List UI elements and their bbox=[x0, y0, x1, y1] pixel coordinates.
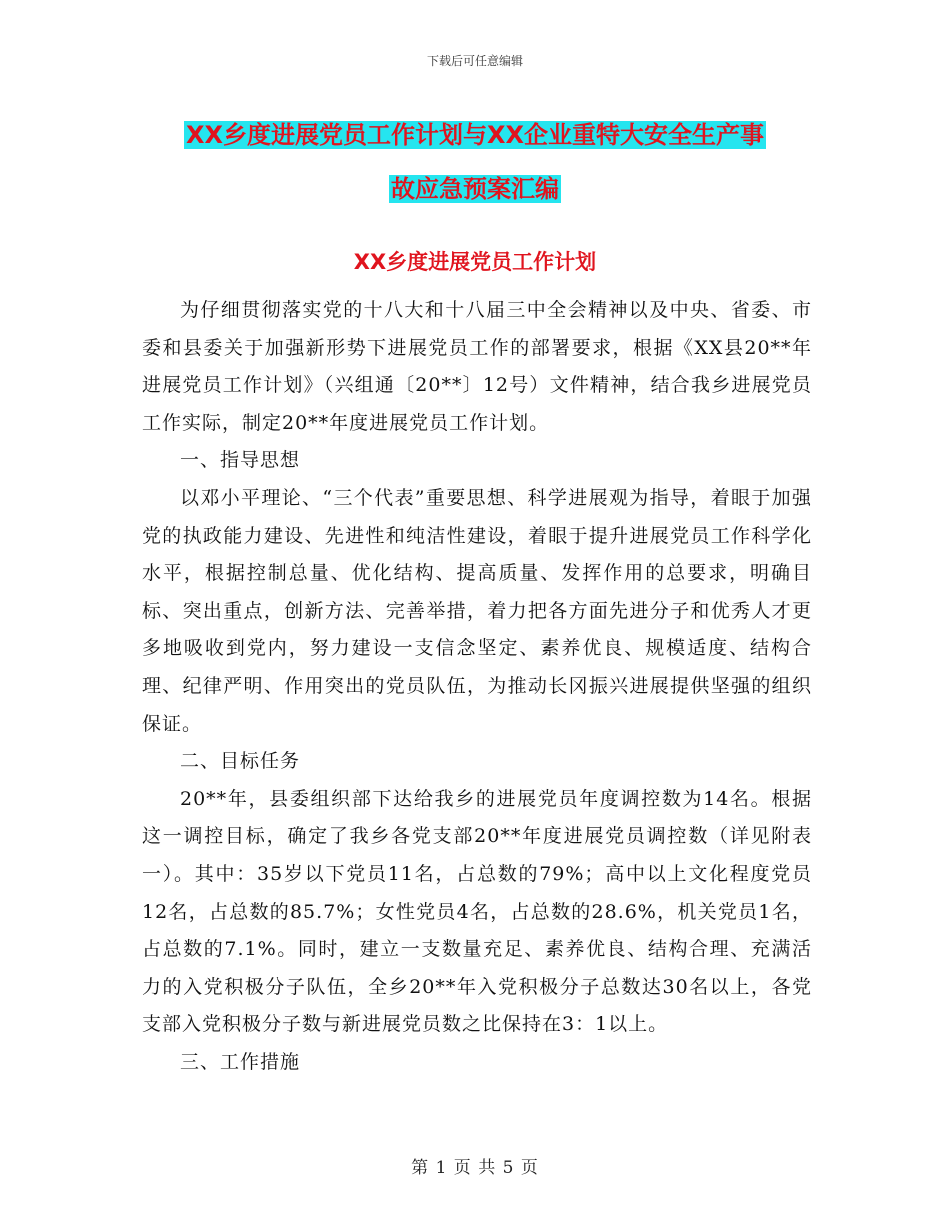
document-title bbox=[0, 108, 950, 216]
title-line-1: XX乡度进展党员工作计划与XX企业重特大安全生产事 bbox=[185, 121, 764, 149]
document-body bbox=[142, 292, 812, 1081]
targets-paragraph: 20**年，县委组织部下达给我乡的进展党员年度调控数为14名。根据这一调控目标，确定了我乡各党支部20**年度进展党员调控数（详见附表一）。其中：35岁以下党员11名，占总数的79%；高中以上文化程度党员12名，占总数的85.7%；女性党员4名，占总数的28.6%，机关党员1名，占总数的7.1%。同时，建立一支数量充足、素养优良、结构合理、充满活力的入党积极分子队伍，全乡20**年入党积极分子总数达30名以上，各党支部入党积极分子数与新进展党员数之比保持在3：1以上。 bbox=[142, 787, 812, 1036]
heading-targets: 二、目标任务 bbox=[180, 750, 301, 773]
intro-paragraph: 为仔细贯彻落实党的十八大和十八届三中全会精神以及中央、省委、市委和县委关于加强新形势下进展党员工作的部署要求，根据《XX县20**年进展党员工作计划》（兴组通〔20**〕12号）文件精神，结合我乡进展党员工作实际，制定20**年度进展党员工作计划。 bbox=[142, 299, 812, 434]
page-number: 第 1 页 共 5 页 bbox=[411, 1158, 539, 1178]
section-title: XX乡度进展党员工作计划 bbox=[353, 250, 597, 274]
title-line-2: 故应急预案汇编 bbox=[391, 175, 559, 203]
heading-guiding-ideology: 一、指导思想 bbox=[180, 449, 301, 472]
heading-measures: 三、工作措施 bbox=[180, 1050, 301, 1073]
guiding-ideology-paragraph: 以邓小平理论、“三个代表”重要思想、科学进展观为指导，着眼于加强党的执政能力建设、先进性和纯洁性建设，着眼于提升进展党员工作科学化水平，根据控制总量、优化结构、提高质量、发挥作用的总要求，明确目标、突出重点，创新方法、完善举措，着力把各方面先进分子和优秀人才更多地吸收到党内，努力建设一支信念坚定、素养优良、规模适度、结构合理、纪律严明、作用突出的党员队伍，为推动长冈振兴进展提供坚强的组织保证。 bbox=[142, 486, 812, 735]
page-header-note: 下载后可任意编辑 bbox=[426, 54, 523, 68]
